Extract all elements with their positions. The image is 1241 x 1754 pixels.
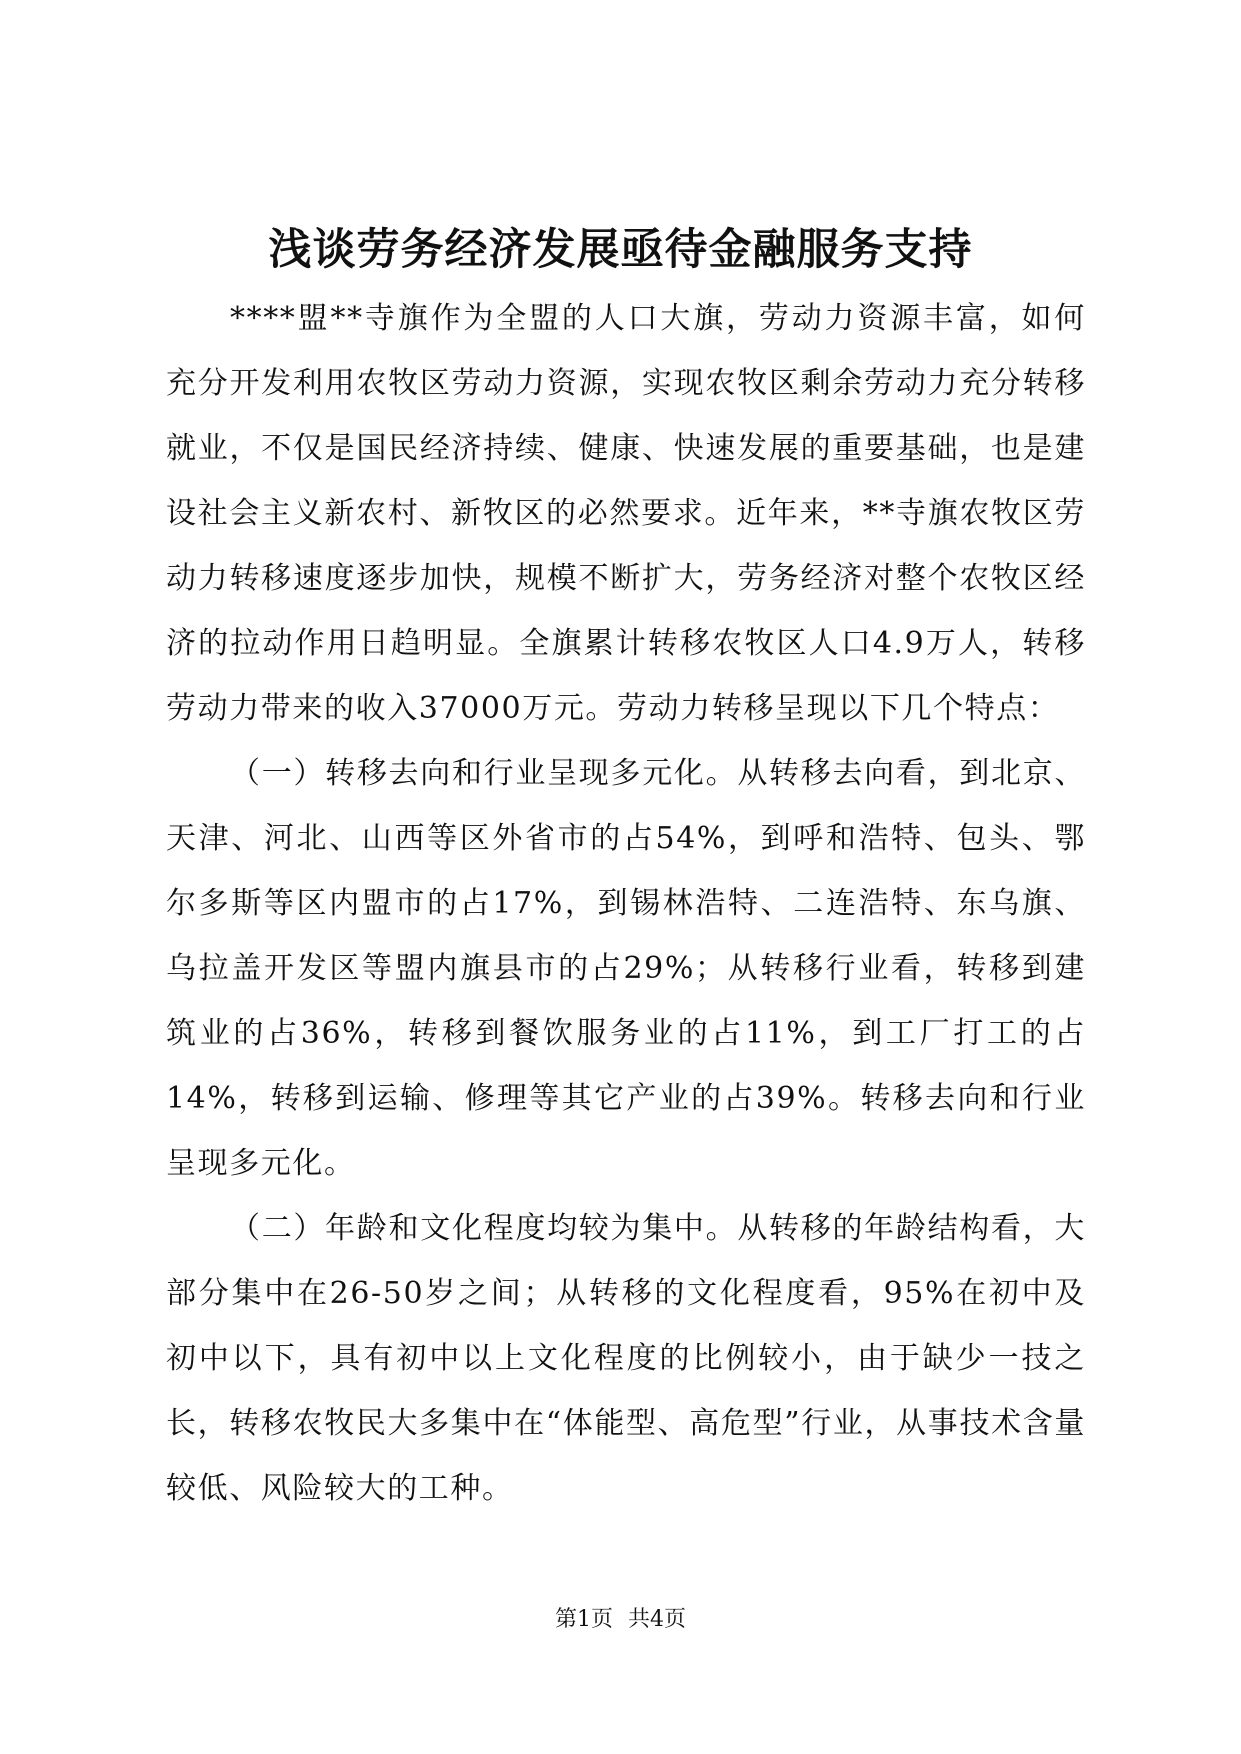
document-body: [166, 286, 1086, 1521]
paragraph-section-2: （二）年龄和文化程度均较为集中。从转移的年龄结构看，大部分集中在26-50岁之间；从转移的文化程度看，95%在初中及初中以下，具有初中以上文化程度的比例较小，由于缺少一技之长，转移农牧民大多集中在“体能型、高危型”行业，从事技术含量较低、风险较大的工种。: [166, 1211, 1086, 1506]
paragraph-intro: ****盟**寺旗作为全盟的人口大旗，劳动力资源丰富，如何充分开发利用农牧区劳动力资源，实现农牧区剩余劳动力充分转移就业，不仅是国民经济持续、健康、快速发展的重要基础，也是建设社会主义新农村、新牧区的必然要求。近年来，**寺旗农牧区劳动力转移速度逐步加快，规模不断扩大，劳务经济对整个农牧区经济的拉动作用日趋明显。全旗累计转移农牧区人口4.9万人，转移劳动力带来的收入37000万元。劳动力转移呈现以下几个特点：: [166, 301, 1086, 726]
page-number: 第1页: [555, 1607, 613, 1632]
page-total: 共4页: [628, 1607, 686, 1632]
document-title: 浅谈劳务经济发展亟待金融服务支持: [268, 225, 973, 275]
paragraph-section-1: （一）转移去向和行业呈现多元化。从转移去向看，到北京、天津、河北、山西等区外省市的占54%，到呼和浩特、包头、鄂尔多斯等区内盟市的占17%，到锡林浩特、二连浩特、东乌旗、乌拉盖开发区等盟内旗县市的占29%；从转移行业看，转移到建筑业的占36%，转移到餐饮服务业的占11%，到工厂打工的占14%，转移到运输、修理等其它产业的占39%。转移去向和行业呈现多元化。: [166, 756, 1086, 1181]
page-footer: [0, 1605, 1241, 1635]
